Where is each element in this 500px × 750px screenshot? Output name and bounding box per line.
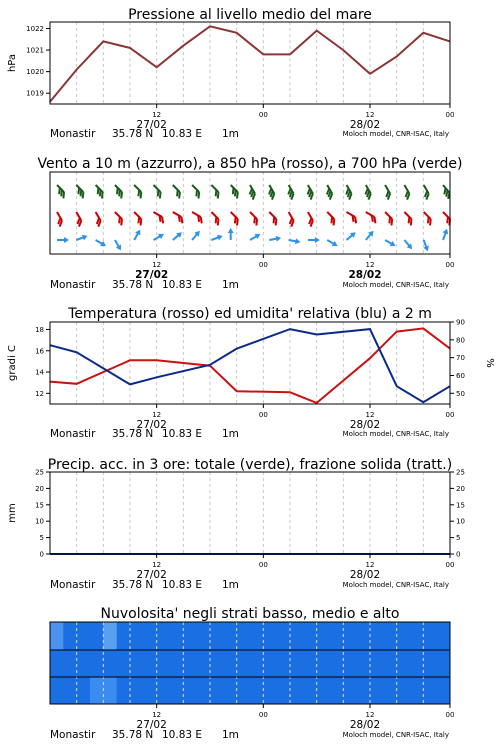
cloud-cell — [357, 622, 371, 650]
cloud-cell — [103, 650, 117, 677]
cloud-footer — [50, 729, 449, 741]
cloud-cell — [210, 677, 224, 704]
x-tick-label: 00 — [258, 261, 268, 269]
y-tick-label: 1020 — [26, 68, 44, 77]
x-tick-label: 12 — [365, 411, 375, 419]
x-tick-label: 00 — [445, 261, 455, 269]
cloud-cell — [383, 622, 397, 650]
wind-barb — [246, 185, 257, 200]
cloud-cell — [170, 622, 184, 650]
y-tick-label: 5 — [39, 534, 44, 543]
y-tick-label: 15 — [456, 501, 465, 510]
cloud-cell — [303, 622, 317, 650]
wind-barb — [401, 212, 414, 225]
wind-barb — [361, 185, 372, 200]
wind-barb — [91, 212, 102, 227]
cloud-cell — [317, 650, 331, 677]
wind-barb-shaft — [173, 212, 182, 217]
wind-barb-shaft — [443, 212, 450, 219]
date-label: 28/02 — [349, 419, 381, 431]
y-tick-label: 16 — [35, 347, 44, 356]
x-tick-label: 00 — [258, 711, 268, 719]
cloud-cell — [63, 677, 77, 704]
pressure-panel — [7, 7, 454, 140]
wind-barb-shaft — [347, 212, 356, 217]
wind-barb-shaft — [115, 212, 122, 219]
wind-arrow-head — [443, 228, 450, 235]
y-tick-label: 0 — [456, 550, 461, 559]
y-tick-label: 90 — [456, 318, 465, 327]
cloud-cell — [343, 622, 357, 650]
cloud-cell — [423, 677, 437, 704]
location-name: Monastir — [50, 128, 96, 140]
model-credit: Moloch model, CNR-ISAC, Italy — [342, 581, 449, 589]
location-name: Monastir — [50, 729, 96, 741]
wind-barb-shaft — [192, 185, 199, 192]
wind-barb — [342, 185, 353, 200]
cloud-cell — [423, 622, 437, 650]
wind-barb — [269, 235, 282, 243]
x-tick-label: 12 — [365, 711, 375, 719]
precipitation-yticks-right — [450, 469, 465, 559]
cloud-cell — [77, 677, 91, 704]
cloud-cell — [383, 650, 397, 677]
wind-barb-shaft — [404, 212, 411, 219]
wind-arrow-head — [255, 231, 262, 239]
x-tick-label: 12 — [152, 261, 162, 269]
pressure-ylabel: hPa — [7, 53, 18, 73]
date-label: 28/02 — [349, 719, 381, 731]
wind-barb-shaft — [211, 185, 218, 192]
model-credit: Moloch model, CNR-ISAC, Italy — [342, 430, 449, 438]
wind-arrow-head — [135, 228, 143, 235]
wind-arrow-head — [276, 235, 282, 242]
location-name: Monastir — [50, 579, 96, 591]
wind-arrow-head — [423, 246, 430, 253]
location-lat: 35.78 N — [112, 279, 154, 291]
precipitation-grid — [77, 472, 424, 554]
y-tick-label: 0 — [39, 550, 44, 559]
location-lon: 10.83 E — [162, 128, 203, 140]
cloud-cell — [343, 677, 357, 704]
cloud-cell — [90, 622, 104, 650]
wind-barb — [439, 212, 452, 225]
cloud-cell — [343, 650, 357, 677]
wind-panel — [37, 156, 462, 291]
y-tick-label: 1021 — [26, 46, 44, 55]
cloud-cell — [77, 650, 91, 677]
cloud-cell — [383, 677, 397, 704]
location-elev: 1m — [222, 128, 239, 140]
precipitation-footer — [50, 579, 449, 591]
wind-barb — [304, 212, 315, 227]
y-tick-label: 60 — [456, 371, 465, 380]
cloud-cell — [223, 622, 237, 650]
y-tick-label: 70 — [456, 354, 465, 363]
wind-barb — [72, 212, 83, 227]
temperature-line — [50, 328, 450, 403]
cloud-cell — [50, 677, 64, 704]
cloud-cell — [197, 622, 211, 650]
temperature-xaxis — [137, 404, 455, 431]
x-tick-label: 12 — [365, 561, 375, 569]
wind-barb-shaft — [211, 212, 218, 219]
wind-barb — [170, 212, 185, 223]
date-label: 28/02 — [349, 119, 381, 131]
cloud-xaxis — [137, 704, 455, 731]
wind-barb — [419, 185, 430, 200]
date-label: 27/02 — [136, 719, 167, 731]
wind-barb-shaft — [192, 212, 201, 217]
wind-arrow-head — [116, 245, 124, 252]
cloud-cell — [397, 677, 411, 704]
cloud-cell — [237, 622, 251, 650]
pressure-yticks — [26, 25, 50, 98]
location-elev: 1m — [222, 579, 239, 591]
wind-barb — [440, 228, 450, 241]
cloud-cell — [370, 650, 384, 677]
pressure-title: Pressione al livello medio del mare — [128, 7, 372, 23]
wind-barb — [53, 212, 64, 227]
cloud-cell — [170, 677, 184, 704]
wind-barb — [227, 212, 240, 225]
location-lon: 10.83 E — [162, 579, 203, 591]
cloud-cell — [90, 650, 104, 677]
cloud-cell — [410, 622, 424, 650]
y-tick-label: 25 — [35, 468, 44, 477]
cloud-cell — [250, 677, 264, 704]
x-tick-label: 12 — [365, 261, 375, 269]
y-tick-label: 20 — [456, 484, 465, 493]
cloud-cell — [290, 677, 304, 704]
precipitation-ylabel: mm — [7, 503, 18, 523]
cloud-cell — [423, 650, 437, 677]
humidity-ylabel: % — [484, 358, 495, 368]
cloud-cell — [50, 650, 64, 677]
cloud-cell — [277, 622, 291, 650]
y-tick-label: 20 — [35, 484, 44, 493]
wind-arrow-head — [332, 241, 339, 249]
cloud-cell — [223, 650, 237, 677]
cloud-cell — [357, 677, 371, 704]
pressure-line — [50, 26, 450, 102]
cloud-cell — [437, 622, 451, 650]
x-tick-label: 00 — [258, 111, 268, 119]
precipitation-yticks — [35, 469, 50, 559]
precipitation-title: Precip. acc. in 3 ore: totale (verde), frazione solida (tratt.) — [47, 457, 453, 473]
cloud-panel — [50, 606, 454, 741]
cloud-cell — [397, 622, 411, 650]
wind-arrow-head — [228, 228, 234, 233]
wind-arrow-head — [158, 231, 165, 239]
cloud-cell — [117, 650, 131, 677]
wind-barb — [420, 212, 433, 225]
wind-barb — [363, 212, 378, 223]
location-lon: 10.83 E — [162, 279, 203, 291]
wind-barb — [308, 237, 320, 243]
wind-barb-shaft — [424, 212, 431, 219]
temperature-yticks — [35, 326, 50, 398]
cloud-cell — [197, 650, 211, 677]
wind-barb — [284, 212, 295, 227]
wind-arrow-head — [64, 237, 69, 243]
cloud-cell — [410, 677, 424, 704]
cloud-cell — [183, 622, 197, 650]
x-tick-label: 00 — [445, 411, 455, 419]
cloud-cell — [290, 650, 304, 677]
y-tick-label: 1019 — [26, 89, 44, 98]
wind-barb — [190, 212, 205, 223]
location-lat: 35.78 N — [112, 729, 154, 741]
wind-barb — [73, 185, 86, 198]
date-label: 27/02 — [135, 269, 169, 281]
wind-barb — [57, 237, 69, 243]
cloud-cell — [130, 622, 144, 650]
location-elev: 1m — [222, 279, 239, 291]
wind-barb-shaft — [134, 212, 141, 219]
pressure-grid — [77, 22, 424, 104]
cloud-cell — [210, 650, 224, 677]
wind-arrow-head — [100, 241, 107, 249]
cloud-cell — [263, 677, 277, 704]
precipitation-plot-frame — [50, 472, 450, 554]
cloud-cell — [63, 622, 77, 650]
location-lat: 35.78 N — [112, 579, 154, 591]
location-lat: 35.78 N — [112, 428, 154, 440]
wind-barb — [152, 231, 165, 242]
cloud-cell — [237, 677, 251, 704]
cloud-cell — [397, 650, 411, 677]
cloud-cell — [437, 677, 451, 704]
wind-barb-shaft — [269, 212, 276, 219]
x-tick-label: 12 — [365, 111, 375, 119]
pressure-xaxis — [137, 104, 455, 131]
x-tick-label: 00 — [258, 411, 268, 419]
wind-barb — [75, 233, 88, 243]
x-tick-label: 12 — [152, 111, 162, 119]
date-label: 27/02 — [136, 419, 167, 431]
x-tick-label: 00 — [445, 711, 455, 719]
location-name: Monastir — [50, 428, 96, 440]
wind-barb — [210, 233, 223, 243]
wind-arrow-head — [295, 238, 301, 245]
cloud-cell — [290, 622, 304, 650]
cloud-cell — [157, 677, 171, 704]
cloud-cell — [330, 677, 344, 704]
wind-barb — [345, 230, 358, 242]
wind-footer — [50, 279, 449, 291]
cloud-cell — [183, 677, 197, 704]
pressure-plot-frame — [50, 22, 450, 104]
cloud-cell — [157, 622, 171, 650]
y-tick-label: 10 — [35, 517, 44, 526]
wind-barb — [381, 185, 392, 200]
x-tick-label: 00 — [445, 561, 455, 569]
wind-barb — [111, 185, 124, 198]
cloud-cell — [263, 622, 277, 650]
y-tick-label: 12 — [35, 389, 44, 398]
wind-barb — [421, 239, 431, 252]
cloud-cell — [183, 650, 197, 677]
wind-arrow-head — [315, 237, 320, 243]
wind-arrow-head — [82, 233, 89, 240]
wind-barb-shaft — [250, 212, 257, 219]
y-tick-label: 18 — [35, 325, 44, 334]
wind-barb — [53, 185, 66, 198]
wind-arrow-head — [390, 241, 397, 249]
x-tick-label: 12 — [152, 411, 162, 419]
cloud-cell — [410, 650, 424, 677]
temperature-panel — [7, 306, 495, 440]
cloud-cell — [170, 650, 184, 677]
model-credit: Moloch model, CNR-ISAC, Italy — [342, 281, 449, 289]
cloud-cell — [210, 622, 224, 650]
wind-barb-shaft — [154, 212, 163, 217]
cloud-cell — [90, 677, 104, 704]
cloud-cell — [103, 622, 117, 650]
wind-barb — [132, 228, 143, 241]
date-label: 28/02 — [348, 269, 382, 281]
wind-barb — [228, 228, 234, 240]
wind-barb — [94, 237, 107, 248]
cloud-cell — [157, 650, 171, 677]
wind-barb — [402, 238, 414, 251]
wind-title: Vento a 10 m (azzurro), a 850 hPa (rosso), a 700 hPa (verde) — [37, 156, 463, 172]
precipitation-panel — [7, 457, 465, 591]
wind-barb — [384, 237, 397, 248]
date-label: 27/02 — [136, 569, 167, 581]
wind-xaxis — [135, 254, 454, 281]
cloud-cell — [143, 677, 157, 704]
cloud-cell — [197, 677, 211, 704]
wind-barb-shaft — [385, 212, 392, 219]
wind-barb — [266, 212, 279, 225]
cloud-cells — [50, 622, 451, 704]
cloud-cell — [317, 622, 331, 650]
wind-barb — [344, 212, 359, 223]
cloud-cell — [250, 650, 264, 677]
wind-barbs — [53, 185, 453, 252]
cloud-cell — [277, 650, 291, 677]
location-elev: 1m — [222, 428, 239, 440]
x-tick-label: 00 — [445, 111, 455, 119]
cloud-cell — [357, 650, 371, 677]
y-tick-label: 1022 — [26, 24, 44, 33]
cloud-title: Nuvolosita' negli strati basso, medio e alto — [100, 606, 400, 622]
cloud-cell — [370, 677, 384, 704]
x-tick-label: 12 — [152, 561, 162, 569]
cloud-cell — [237, 650, 251, 677]
wind-barb — [189, 185, 202, 198]
cloud-cell — [103, 677, 117, 704]
temperature-footer — [50, 428, 449, 440]
wind-barb-shaft — [134, 185, 141, 192]
model-credit: Moloch model, CNR-ISAC, Italy — [342, 130, 449, 138]
cloud-cell — [50, 622, 64, 650]
wind-barb-shaft — [327, 212, 334, 219]
cloud-cell — [437, 650, 451, 677]
cloud-cell — [63, 650, 77, 677]
cloud-cell — [77, 622, 91, 650]
wind-barb — [400, 185, 411, 200]
cloud-cell — [143, 650, 157, 677]
location-name: Monastir — [50, 279, 96, 291]
wind-barb — [227, 185, 240, 198]
wind-barb — [112, 239, 123, 252]
wind-barb — [382, 212, 395, 225]
temperature-title: Temperatura (rosso) ed umidita' relativa (blu) a 2 m — [68, 306, 432, 322]
cloud-cell — [277, 677, 291, 704]
y-tick-label: 5 — [456, 534, 461, 543]
location-lat: 35.78 N — [112, 128, 154, 140]
model-credit: Moloch model, CNR-ISAC, Italy — [342, 731, 449, 739]
location-elev: 1m — [222, 729, 239, 741]
x-tick-label: 12 — [152, 711, 162, 719]
cloud-cell — [250, 622, 264, 650]
wind-barb — [304, 185, 315, 200]
wind-barb — [326, 237, 339, 248]
cloud-cell — [143, 622, 157, 650]
date-label: 27/02 — [136, 119, 167, 131]
y-tick-label: 50 — [456, 389, 465, 398]
wind-barb — [131, 185, 144, 198]
cloud-cell — [117, 622, 131, 650]
precipitation-xaxis — [137, 554, 455, 581]
cloud-cell — [330, 622, 344, 650]
wind-barb — [323, 185, 334, 200]
cloud-cell — [303, 677, 317, 704]
wind-barb-shaft — [173, 185, 180, 192]
y-tick-label: 25 — [456, 468, 465, 477]
wind-barb — [249, 231, 262, 242]
cloud-cell — [330, 650, 344, 677]
pressure-footer — [50, 128, 449, 140]
location-lon: 10.83 E — [162, 729, 203, 741]
wind-barb — [190, 229, 202, 242]
wind-barb — [151, 212, 166, 223]
wind-barb — [246, 212, 259, 225]
date-label: 28/02 — [349, 569, 381, 581]
cloud-cell — [370, 622, 384, 650]
y-tick-label: 80 — [456, 336, 465, 345]
cloud-cell — [130, 677, 144, 704]
wind-barb — [169, 185, 182, 198]
cloud-cell — [303, 650, 317, 677]
humidity-yticks — [450, 319, 465, 398]
wind-barb — [171, 230, 184, 242]
cloud-cell — [223, 677, 237, 704]
cloud-cell — [130, 650, 144, 677]
y-tick-label: 10 — [456, 517, 465, 526]
cloud-cell — [317, 677, 331, 704]
cloud-cell — [117, 677, 131, 704]
location-lon: 10.83 E — [162, 428, 203, 440]
wind-arrow-head — [217, 233, 224, 240]
y-tick-label: 14 — [35, 368, 44, 377]
y-tick-label: 15 — [35, 501, 44, 510]
wind-barb — [324, 212, 337, 225]
cloud-cell — [263, 650, 277, 677]
wind-barb — [131, 212, 144, 225]
temperature-ylabel: gradi C — [7, 345, 18, 381]
wind-barb — [111, 212, 124, 225]
wind-barb — [265, 185, 276, 200]
x-tick-label: 00 — [258, 561, 268, 569]
